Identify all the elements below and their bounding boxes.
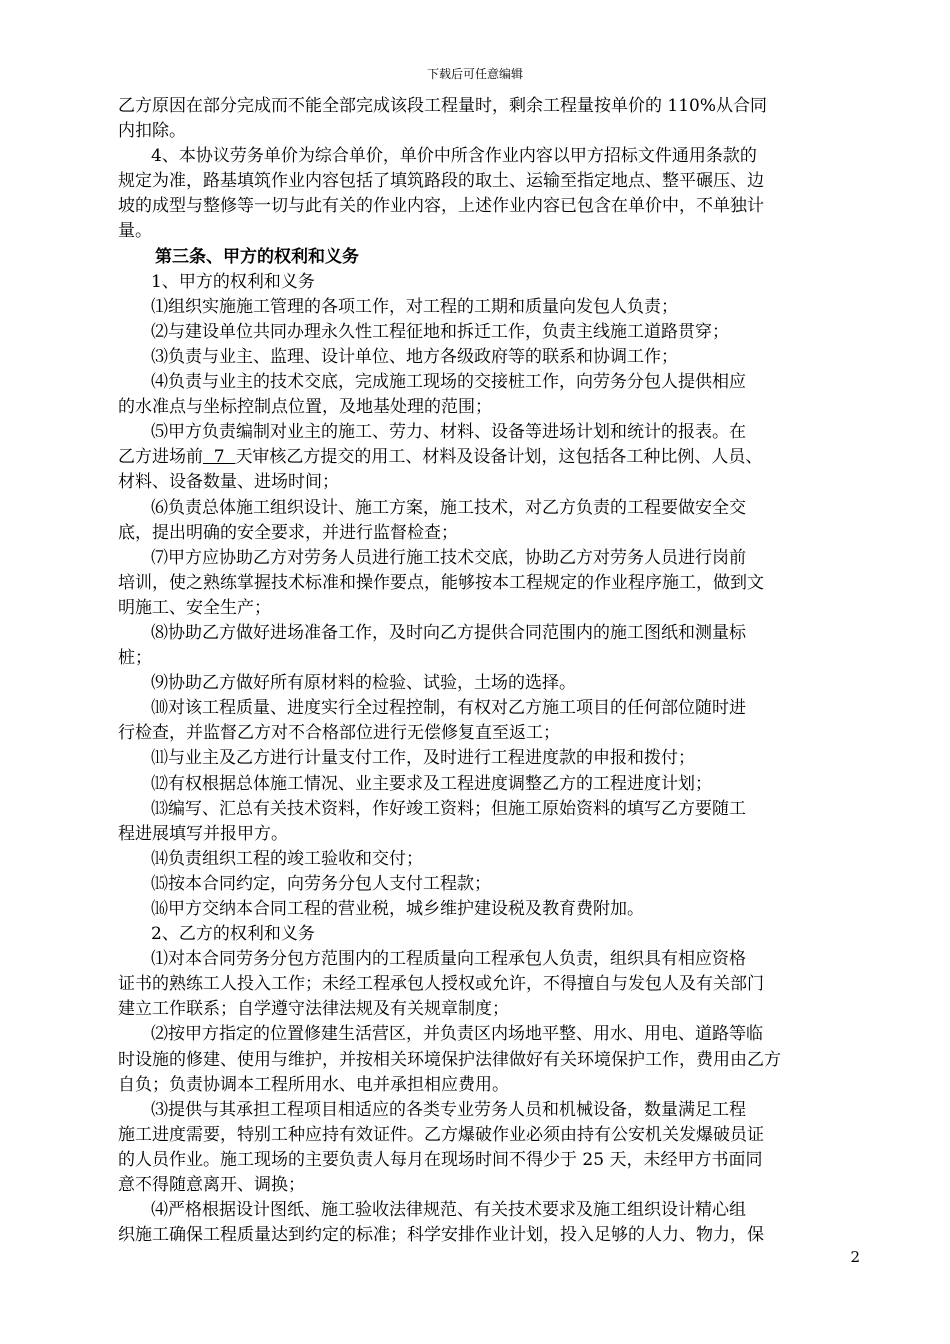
line-text: 规定为准，路基填筑作业内容包括了填筑路段的取土、运输至指定地点、整平碾压、边: [118, 171, 764, 192]
text-line: [118, 797, 858, 822]
text-line: [118, 395, 858, 420]
line-text: 的水准点与坐标控制点位置，及地基处理的范围；: [118, 397, 492, 418]
line-text: 坡的成型与整修等一切与此有关的作业内容，上述作业内容已包含在单价中，不单独计: [118, 196, 764, 217]
line-text: 1、甲方的权利和义务: [151, 271, 315, 292]
line-text: 证书的熟练工人投入工作；未经工程承包人授权或允许，不得擅自与发包人及有关部门: [118, 974, 764, 995]
text-line: [118, 521, 858, 546]
line-text: 培训，使之熟练掌握技术标准和操作要点，能够按本工程规定的作业程序施工，做到文: [118, 572, 764, 593]
line-text: 施工进度需要，特别工种应持有效证件。乙方爆破作业必须由持有公安机关发爆破员证: [118, 1124, 764, 1145]
fill-in-blank: 7: [203, 447, 236, 468]
section-heading: [118, 245, 858, 270]
text-line: [118, 671, 858, 696]
line-text: 2、乙方的权利和义务: [151, 924, 315, 945]
text-line: [118, 972, 858, 997]
page-header: 下载后可任意编辑: [426, 67, 523, 81]
text-line: [118, 646, 858, 671]
line-text: ⑷严格根据设计图纸、施工验收法律规范、有关技术要求及施工组织设计精心组: [151, 1200, 746, 1221]
line-text: 桩；: [118, 648, 152, 669]
text-line: [118, 470, 858, 495]
text-line: [118, 1073, 858, 1098]
line-text: 量。: [118, 221, 152, 242]
line-text: ⑴对本合同劳务分包方范围内的工程质量向工程承包人负责，组织具有相应资格: [151, 949, 746, 970]
text-line: [118, 445, 858, 470]
line-text: 意不得随意离开、调换；: [118, 1175, 305, 1196]
text-line: [118, 320, 858, 345]
line-text: 行检查，并监督乙方对不合格部位进行无偿修复直至返工；: [118, 723, 560, 744]
text-line: [118, 1048, 858, 1073]
line-text: 自负；负责协调本工程所用水、电并承担相应费用。: [118, 1074, 509, 1095]
text-line: [118, 847, 858, 872]
line-text: ⑾与业主及乙方进行计量支付工作，及时进行工程进度款的申报和拨付；: [151, 748, 695, 769]
text-line: [118, 144, 858, 169]
text-line: [118, 219, 858, 244]
text-line: [118, 1022, 858, 1047]
text-line: [118, 1223, 858, 1248]
text-line: [118, 571, 858, 596]
text-line: [118, 997, 858, 1022]
line-text: ⒂按本合同约定，向劳务分包人支付工程款；: [151, 873, 491, 894]
line-text: 底，提出明确的安全要求，并进行监督检查；: [118, 522, 458, 543]
line-text: ⑽对该工程质量、进度实行全过程控制，有权对乙方施工项目的任何部位随时进: [151, 698, 746, 719]
line-text: 材料、设备数量、进场时间；: [118, 472, 339, 493]
text-line: [118, 1148, 858, 1173]
text-line: [118, 621, 858, 646]
line-text: ⒁负责组织工程的竣工验收和交付；: [151, 848, 423, 869]
text-line: [118, 345, 858, 370]
text-line: [118, 194, 858, 219]
line-text: ⒃甲方交纳本合同工程的营业税，城乡维护建设税及教育费附加。: [151, 899, 644, 919]
text-line: [118, 546, 858, 571]
line-text: 内扣除。: [118, 121, 186, 142]
text-line: [118, 772, 858, 797]
text-line: [118, 1173, 858, 1198]
text-line: [118, 872, 858, 897]
line-text: 的人员作业。施工现场的主要负责人每月在现场时间不得少于 25 天，未经甲方书面同: [118, 1149, 763, 1170]
text-line: [118, 947, 858, 972]
text-line: [118, 1198, 858, 1223]
line-text-after: 天审核乙方提交的用工、材料及设备计划，这包括各工种比例、人员、: [235, 447, 763, 468]
page-number: 2: [850, 1248, 860, 1266]
text-line: [118, 696, 858, 721]
text-line: [118, 822, 858, 847]
line-text: ⑻协助乙方做好进场准备工作，及时向乙方提供合同范围内的施工图纸和测量标: [151, 622, 746, 643]
line-text: 乙方进场前: [118, 447, 203, 468]
text-line: [118, 420, 858, 445]
text-line: [118, 94, 858, 119]
document-body: [118, 94, 858, 1248]
line-text: ⑵按甲方指定的位置修建生活营区，并负责区内场地平整、用水、用电、道路等临: [151, 1024, 763, 1045]
text-line: [118, 922, 858, 947]
text-line: [118, 496, 858, 521]
line-text: 4、本协议劳务单价为综合单价，单价中所含作业内容以甲方招标文件通用条款的: [151, 146, 757, 167]
line-text: ⑿有权根据总体施工情况、业主要求及工程进度调整乙方的工程进度计划；: [151, 773, 712, 794]
line-text: 第三条、甲方的权利和义务: [155, 246, 359, 267]
line-text: ⑺甲方应协助乙方对劳务人员进行施工技术交底，协助乙方对劳务人员进行岗前: [151, 547, 746, 568]
text-line: [118, 370, 858, 395]
line-text: ⒀编写、汇总有关技术资料，作好竣工资料；但施工原始资料的填写乙方要随工: [151, 798, 746, 819]
text-line: [118, 1098, 858, 1123]
text-line: [118, 721, 858, 746]
line-text: ⑸甲方负责编制对业主的施工、劳力、材料、设备等进场计划和统计的报表。在: [151, 422, 746, 443]
line-text: ⑶负责与业主、监理、设计单位、地方各级政府等的联系和协调工作；: [151, 346, 678, 367]
text-line: [118, 295, 858, 320]
line-text: 明施工、安全生产；: [118, 597, 271, 618]
line-text: ⑷负责与业主的技术交底，完成施工现场的交接桩工作，向劳务分包人提供相应: [151, 372, 746, 393]
line-text: 乙方原因在部分完成而不能全部完成该段工程量时，剩余工程量按单价的 110%从合同: [118, 96, 768, 116]
text-line: [118, 897, 858, 922]
line-text: ⑵与建设单位共同办理永久性工程征地和拆迁工作，负责主线施工道路贯穿；: [151, 321, 729, 342]
line-text: 程进展填写并报甲方。: [118, 823, 288, 844]
text-line: [118, 169, 858, 194]
line-text: ⑼协助乙方做好所有原材料的检验、试验，土场的选择。: [151, 673, 576, 694]
line-text: 时设施的修建、使用与维护，并按相关环境保护法律做好有关环境保护工作，费用由乙方: [118, 1049, 781, 1070]
text-line: [118, 119, 858, 144]
line-text: 织施工确保工程质量达到约定的标准；科学安排作业计划，投入足够的人力、物力，保: [118, 1225, 764, 1246]
text-line: [118, 596, 858, 621]
line-text: ⑶提供与其承担工程项目相适应的各类专业劳务人员和机械设备，数量满足工程: [151, 1099, 746, 1120]
text-line: [118, 270, 858, 295]
line-text: ⑴组织实施施工管理的各项工作，对工程的工期和质量向发包人负责；: [151, 296, 678, 317]
line-text: 建立工作联系；自学遵守法律法规及有关规章制度；: [118, 999, 509, 1020]
text-line: [118, 1123, 858, 1148]
text-line: [118, 746, 858, 771]
line-text: ⑹负责总体施工组织设计、施工方案，施工技术，对乙方负责的工程要做安全交: [151, 497, 746, 518]
